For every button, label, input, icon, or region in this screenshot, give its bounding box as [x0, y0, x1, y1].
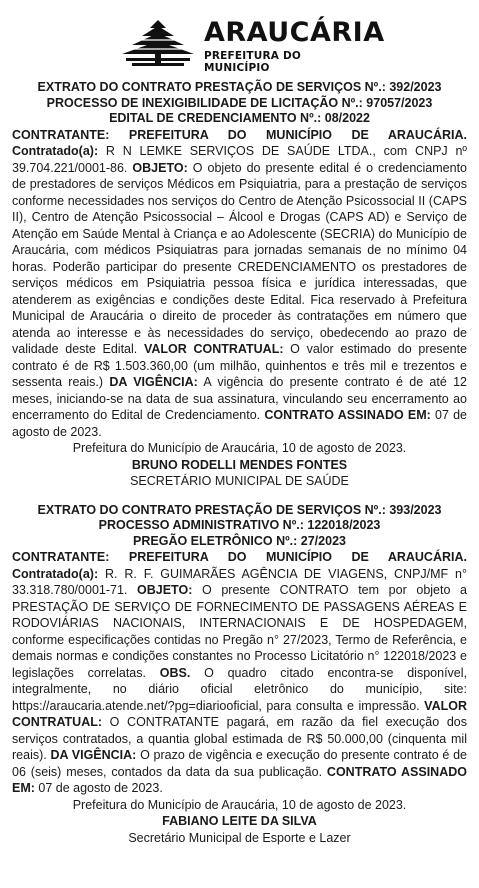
contratante-line: CONTRATANTE: PREFEITURA DO MUNICÍPIO DE ARAUCÁRIA. [12, 127, 467, 142]
contratado-label: Contratado(a): [12, 566, 99, 581]
assinado-label: CONTRATO ASSINADO EM: [264, 408, 431, 422]
signer-role: Secretário Municipal de Esporte e Lazer [128, 830, 351, 845]
extract-392-2023 [12, 80, 467, 490]
objeto-text: O objeto do presente edital é o credenciamento de prestadores de serviços Médicos em Psiquiatria, para a prestação de serviços conforme necessidades nos serviços do Centro de Atenção Psicossocial II (CAPS II), Centro de Atenção Psicossocial – Álcool e Drogas (CAPS AD) e Serviço de Atenção em Saúde Mental à Criança e ao Adolescente (SECRIA) do Município de Araucária, com médicos Psiquiatras para jornadas semanais de no mínimo 04 horas. Poderão participar do presente CREDENCIAMENTO os prestadores de serviços médicos em Psiquiatria pessoa física e jurídica interessadas, que atenderem as exigências e condições deste Edital. Fica reservado à Prefeitura Municipal de Araucária o direito de proceder às contratações em número que atenda ao interesse e às necessidades do serviço, obedecendo ao prazo de validade deste Edital. [12, 160, 467, 356]
extract-body [12, 566, 467, 797]
contratante-line: CONTRATANTE: PREFEITURA DO MUNICÍPIO DE ARAUCÁRIA. [12, 550, 467, 564]
signer-name: BRUNO RODELLI MENDES FONTES [131, 457, 348, 472]
obs-label: OBS. [159, 665, 191, 680]
process-title: PROCESSO DE INEXIGIBILIDADE DE LICITAÇÃO Nº.: 97057/2023 [46, 95, 433, 110]
objeto-text: O presente CONTRATO tem por objeto a PRESTAÇÃO DE SERVIÇO DE FORNECIMENTO DE PASSAGENS AÉREAS E RODOVIÁRIAS NACIONAIS, INTERNACIONAIS E DE HOSPEDAGEM, conforme especificações contidas no Pregão n° 27/2023, Termo de Referência, e demais normas e condições constantes no Processo Licitatório n° 122018/2023 e legislações correlatas. [12, 583, 467, 680]
place-date: Prefeitura do Município de Araucária, 10 de agosto de 2023. [72, 441, 407, 455]
araucaria-tree-icon [118, 18, 198, 68]
prefeitura-logo [118, 17, 385, 74]
edital-title: EDITAL DE CREDENCIAMENTO Nº.: 08/2022 [109, 111, 370, 125]
vigencia-label: DA VIGÊNCIA: [50, 748, 137, 762]
signer-role: SECRETÁRIO MUNICIPAL DE SAÚDE [130, 474, 349, 488]
signer-name: FABIANO LEITE DA SILVA [162, 814, 317, 828]
section-gap [12, 490, 467, 503]
extract-title: EXTRATO DO CONTRATO PRESTAÇÃO DE SERVIÇOS Nº.: 393/2023 [37, 502, 442, 517]
extract-title: EXTRATO DO CONTRATO PRESTAÇÃO DE SERVIÇOS Nº.: 392/2023 [37, 80, 442, 94]
logo-subtitle: PREFEITURA DO MUNICÍPIO [204, 50, 302, 74]
vigencia-label: DA VIGÊNCIA: [109, 375, 198, 389]
assinado-text: 07 de agosto de 2023. [12, 408, 467, 439]
logo-name: ARAUCÁRIA [204, 17, 385, 48]
obs-text: O quadro citado encontra-se disponível, integralmente, no diário oficial eletrônico do município, site: https://araucaria.atende.net/?pg=diariooficial, para consulta e impressão. [12, 665, 467, 713]
extract-body [12, 143, 467, 440]
contratado-text: R. R. F. GUIMARÃES AGÊNCIA DE VIAGENS, CNPJ/MF n° 33.318.780/0001-71. [12, 566, 467, 597]
assinado-label: CONTRATO ASSINADO EM: [12, 764, 467, 795]
place-date: Prefeitura do Município de Araucária, 10 de agosto de 2023. [72, 797, 407, 812]
valor-label: VALOR CONTRATUAL: [143, 342, 284, 356]
valor-text: O valor estimado do presente contrato é de R$ 1.503.360,00 (um milhão, quinhentos e três mil e trezentos e sessenta reais.) [12, 342, 468, 389]
extract-393-2023 [12, 503, 467, 847]
objeto-label: OBJETO: [137, 583, 193, 597]
document-body [12, 80, 467, 846]
pregao-title: PREGÃO ELETRÔNICO Nº.: 27/2023 [133, 533, 346, 548]
vigencia-text: A vigência do presente contrato é de até 12 meses, iniciando-se na data de sua assinatura, vinculando seu encerramento ao encerramento do Edital de Credenciamento. [12, 375, 467, 422]
objeto-label: OBJETO: [132, 160, 188, 175]
contratado-label: Contratado(a): [12, 144, 99, 158]
valor-text: O CONTRATANTE pagará, em razão da fiel execução dos serviços contratados, a quantia global estimada de R$ 50.000,00 (cinquenta mil reais). [12, 715, 467, 762]
process-title: PROCESSO ADMINISTRATIVO Nº.: 122018/2023 [98, 518, 381, 532]
contratado-text: R N LEMKE SERVIÇOS DE SAÚDE LTDA., com CNPJ nº 39.704.221/0001-86. [12, 144, 467, 175]
valor-label: VALOR CONTRATUAL: [12, 698, 467, 729]
assinado-text: 07 de agosto de 2023. [34, 781, 163, 795]
vigencia-text: O prazo de vigência e execução do presente contrato é de 06 (seis) meses, contados da data da sua publicação. [12, 748, 468, 779]
